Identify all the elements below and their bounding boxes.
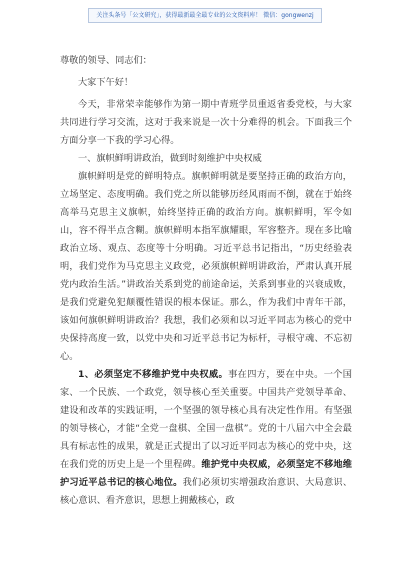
point-1-tail: 我们必须切实增强政治意识、大局意识、核心意识、看齐意识，思想上拥戴核心，政 (60, 477, 353, 506)
point-1-title: 1、必须坚定不移维护党中央权威。 (78, 369, 229, 380)
point-1-emphasis: 维护党中央权威，必须坚定不移地维护习近平总书记的核心地位。 (60, 459, 352, 488)
salutation: 尊敬的领导、同志们： (60, 55, 152, 66)
paragraph-1: 旗帜鲜明是党的鲜明特点。旗帜鲜明就是要坚持正确的政治方向，立场坚定、态度明确。我们党之所以能够历经风雨而不倒，就在于始终高举马克思主义旗帜，始终坚持正确的政治方向。旗帜鲜明，军令如山，容不得半点含糊。旗帜鲜明本指军旗耀眼，军容整齐。现在多比喻政治立场、观点、态度等十分明确。习近平总书记指出，“历史经验表明，我们党作为马克思主义政党，必须旗帜鲜明讲政治，严肃认真开展党内政治生活。”讲政治关系到党的前途命运，关系到事业的兴衰成败，是我们党避免犯颠覆性错误的根本保证。那么，作为我们中青年干部，该如何旗帜鲜明讲政治？我想，我们必须和以习近平同志为核心的党中央保持高度一致，以党中央和习近平总书记为标杆，寻根守魂、不忘初心。 (60, 171, 352, 362)
point-1-paragraph (60, 366, 352, 510)
intro-paragraph: 今天，非常荣幸能够作为第一期中青班学员重返省委党校，与大家共同进行学习交流，这对于我来说是一次十分难得的机会。下面我三个方面分享一下我的学习心得。 (60, 99, 352, 146)
section-heading-1: 一、旗帜鲜明讲政治，做到时刻维护中央权威 (78, 153, 262, 164)
speech-body (60, 52, 352, 510)
promo-banner: 关注头条号「公文研究」，获得最新最全最专业的公文资料库！ 微信：gongwenzj (88, 8, 322, 23)
greeting: 大家下午好！ (78, 77, 134, 88)
point-1-text: 事在四方，要在中央。一个国家、一个民族、一个政党，领导核心至关重要。中国共产党领导革命、建设和改革的实践证明，一个坚强的领导核心具有决定性作用。有坚强的领导核心，才能“全党一盘棋、全国一盘棋”。党的十八届六中全会最具有标志性的成果，就是正式提出了以习近平同志为核心的党中央，这在我们党的历史上是一个里程碑。 (60, 369, 352, 470)
